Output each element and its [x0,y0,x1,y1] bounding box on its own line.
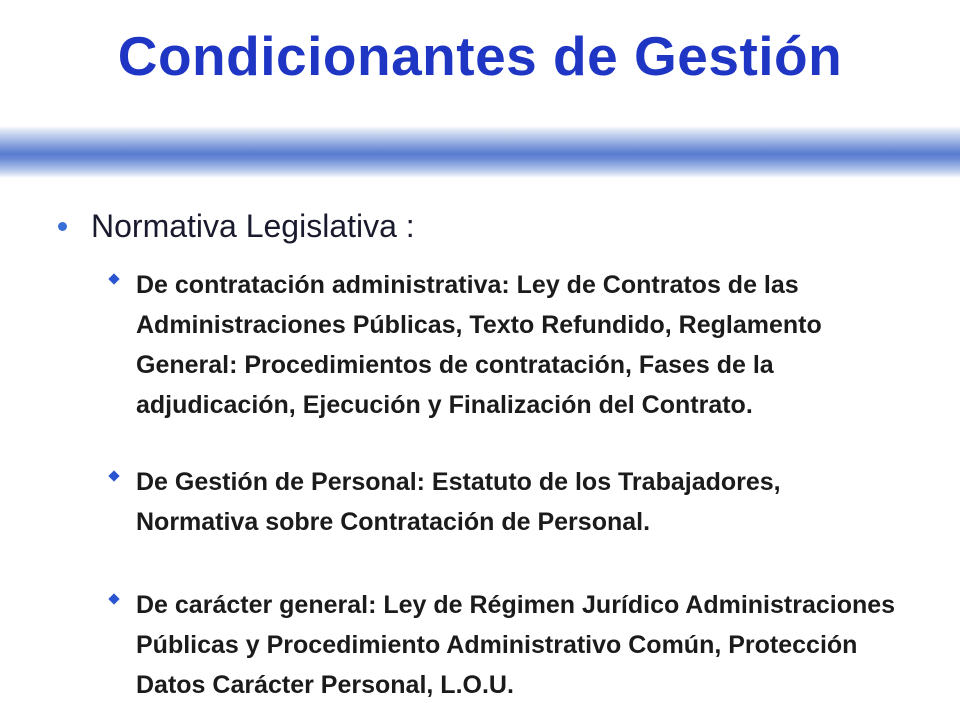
bullet-heading: Normativa Legislativa : [91,208,415,244]
diamond-bullet-icon [108,470,119,481]
round-bullet-icon [58,222,67,231]
sub-item-general [108,585,908,705]
sub-item-personal [108,462,908,542]
sub-item-contratacion [108,265,908,425]
diamond-bullet-icon [108,593,119,604]
sub-item-text: De carácter general: Ley de Régimen Jurídico Administraciones Públicas y Procedimiento Administrativo Común, Protección Datos Carácter Personal, L.O.U. [136,591,896,699]
slide-title: Condicionantes de Gestión [117,25,843,87]
diamond-bullet-icon [108,273,119,284]
sub-item-text: De contratación administrativa: Ley de Contratos de las Administraciones Públicas, Texto Refundido, Reglamento General: Procedimientos de contratación, Fases de la adjudicación, Ejecución y Finalización del Contrato. [136,271,822,419]
sub-item-text: De Gestión de Personal: Estatuto de los Trabajadores, Normativa sobre Contratación de Personal. [136,468,781,536]
bullet-normativa [58,208,415,245]
